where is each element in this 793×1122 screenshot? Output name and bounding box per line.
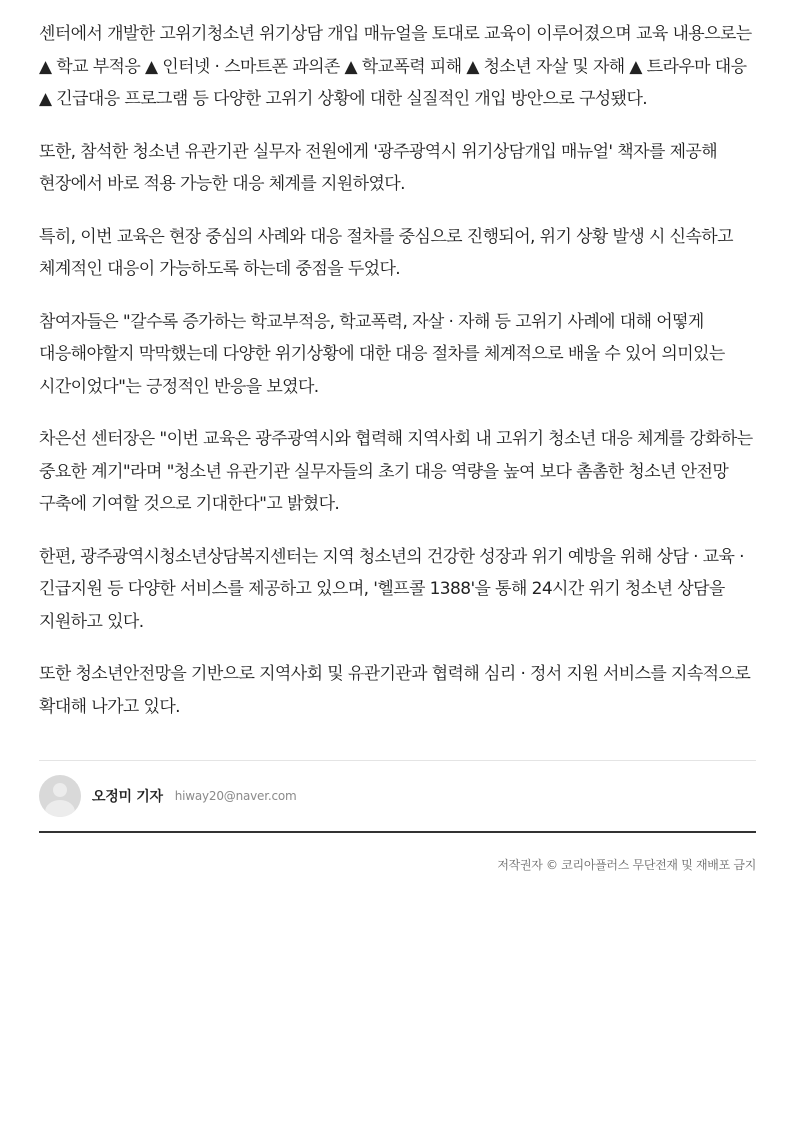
person-avatar-icon [39,775,81,817]
article-body [39,18,756,743]
article-paragraph: 특히, 이번 교육은 현장 중심의 사례와 대응 절차를 중심으로 진행되어, 위기 상황 발생 시 신속하고 체계적인 대응이 가능하도록 하는데 중점을 두었다. [39,226,733,279]
article-paragraph: 차은선 센터장은 "이번 교육은 광주광역시와 협력해 지역사회 내 고위기 청소년 대응 체계를 강화하는 중요한 계기"라며 "청소년 유관기관 실무자들의 초기 대응 역량을 높여 보다 촘촘한 청소년 안전망 구축에 기여할 것으로 기대한다"고 밝혔다. [39,429,753,514]
avatar-shoulders [45,800,75,817]
article-paragraph: 참여자들은 "갈수록 증가하는 학교부적응, 학교폭력, 자살 · 자해 등 고위기 사례에 대해 어떻게 대응해야할지 막막했는데 다양한 위기상황에 대한 대응 절차를 체계적으로 배울 수 있어 의미있는 시간이었다"는 긍정적인 반응을 보였다. [39,311,725,397]
article-paragraph: 또한, 참석한 청소년 유관기관 실무자 전원에게 '광주광역시 위기상담개입 매뉴얼' 책자를 제공해 현장에서 바로 적용 가능한 대응 체계를 지원하였다. [39,141,718,194]
avatar-head [53,783,67,797]
copyright-notice: 저작권자 © 코리아플러스 무단전재 및 재배포 금지 [497,858,756,872]
article-paragraph: 한편, 광주광역시청소년상담복지센터는 지역 청소년의 건강한 성장과 위기 예방을 위해 상담 · 교육 · 긴급지원 등 다양한 서비스를 제공하고 있으며, '헬프콜 1388'을 통해 24시간 위기 청소년 상담을 지원하고 있다. [39,546,744,632]
reporter-byline [39,760,756,833]
reporter-name[interactable]: 오정미 기자 [92,789,163,805]
article-paragraph: 또한 청소년안전망을 기반으로 지역사회 및 유관기관과 협력해 심리 · 정서 지원 서비스를 지속적으로 확대해 나가고 있다. [39,664,751,717]
article-paragraph: 센터에서 개발한 고위기청소년 위기상담 개입 매뉴얼을 토대로 교육이 이루어졌으며 교육 내용으로는 ▲ 학교 부적응 ▲ 인터넷 · 스마트폰 과의존 ▲ 학교폭력 피해 ▲ 청소년 자살 및 자해 ▲ 트라우마 대응 ▲ 긴급대응 프로그램 등 다양한 고위기 상황에 대한 실질적인 개입 방안으로 구성됐다. [39,24,752,109]
reporter-email[interactable]: hiway20@naver.com [174,789,297,803]
